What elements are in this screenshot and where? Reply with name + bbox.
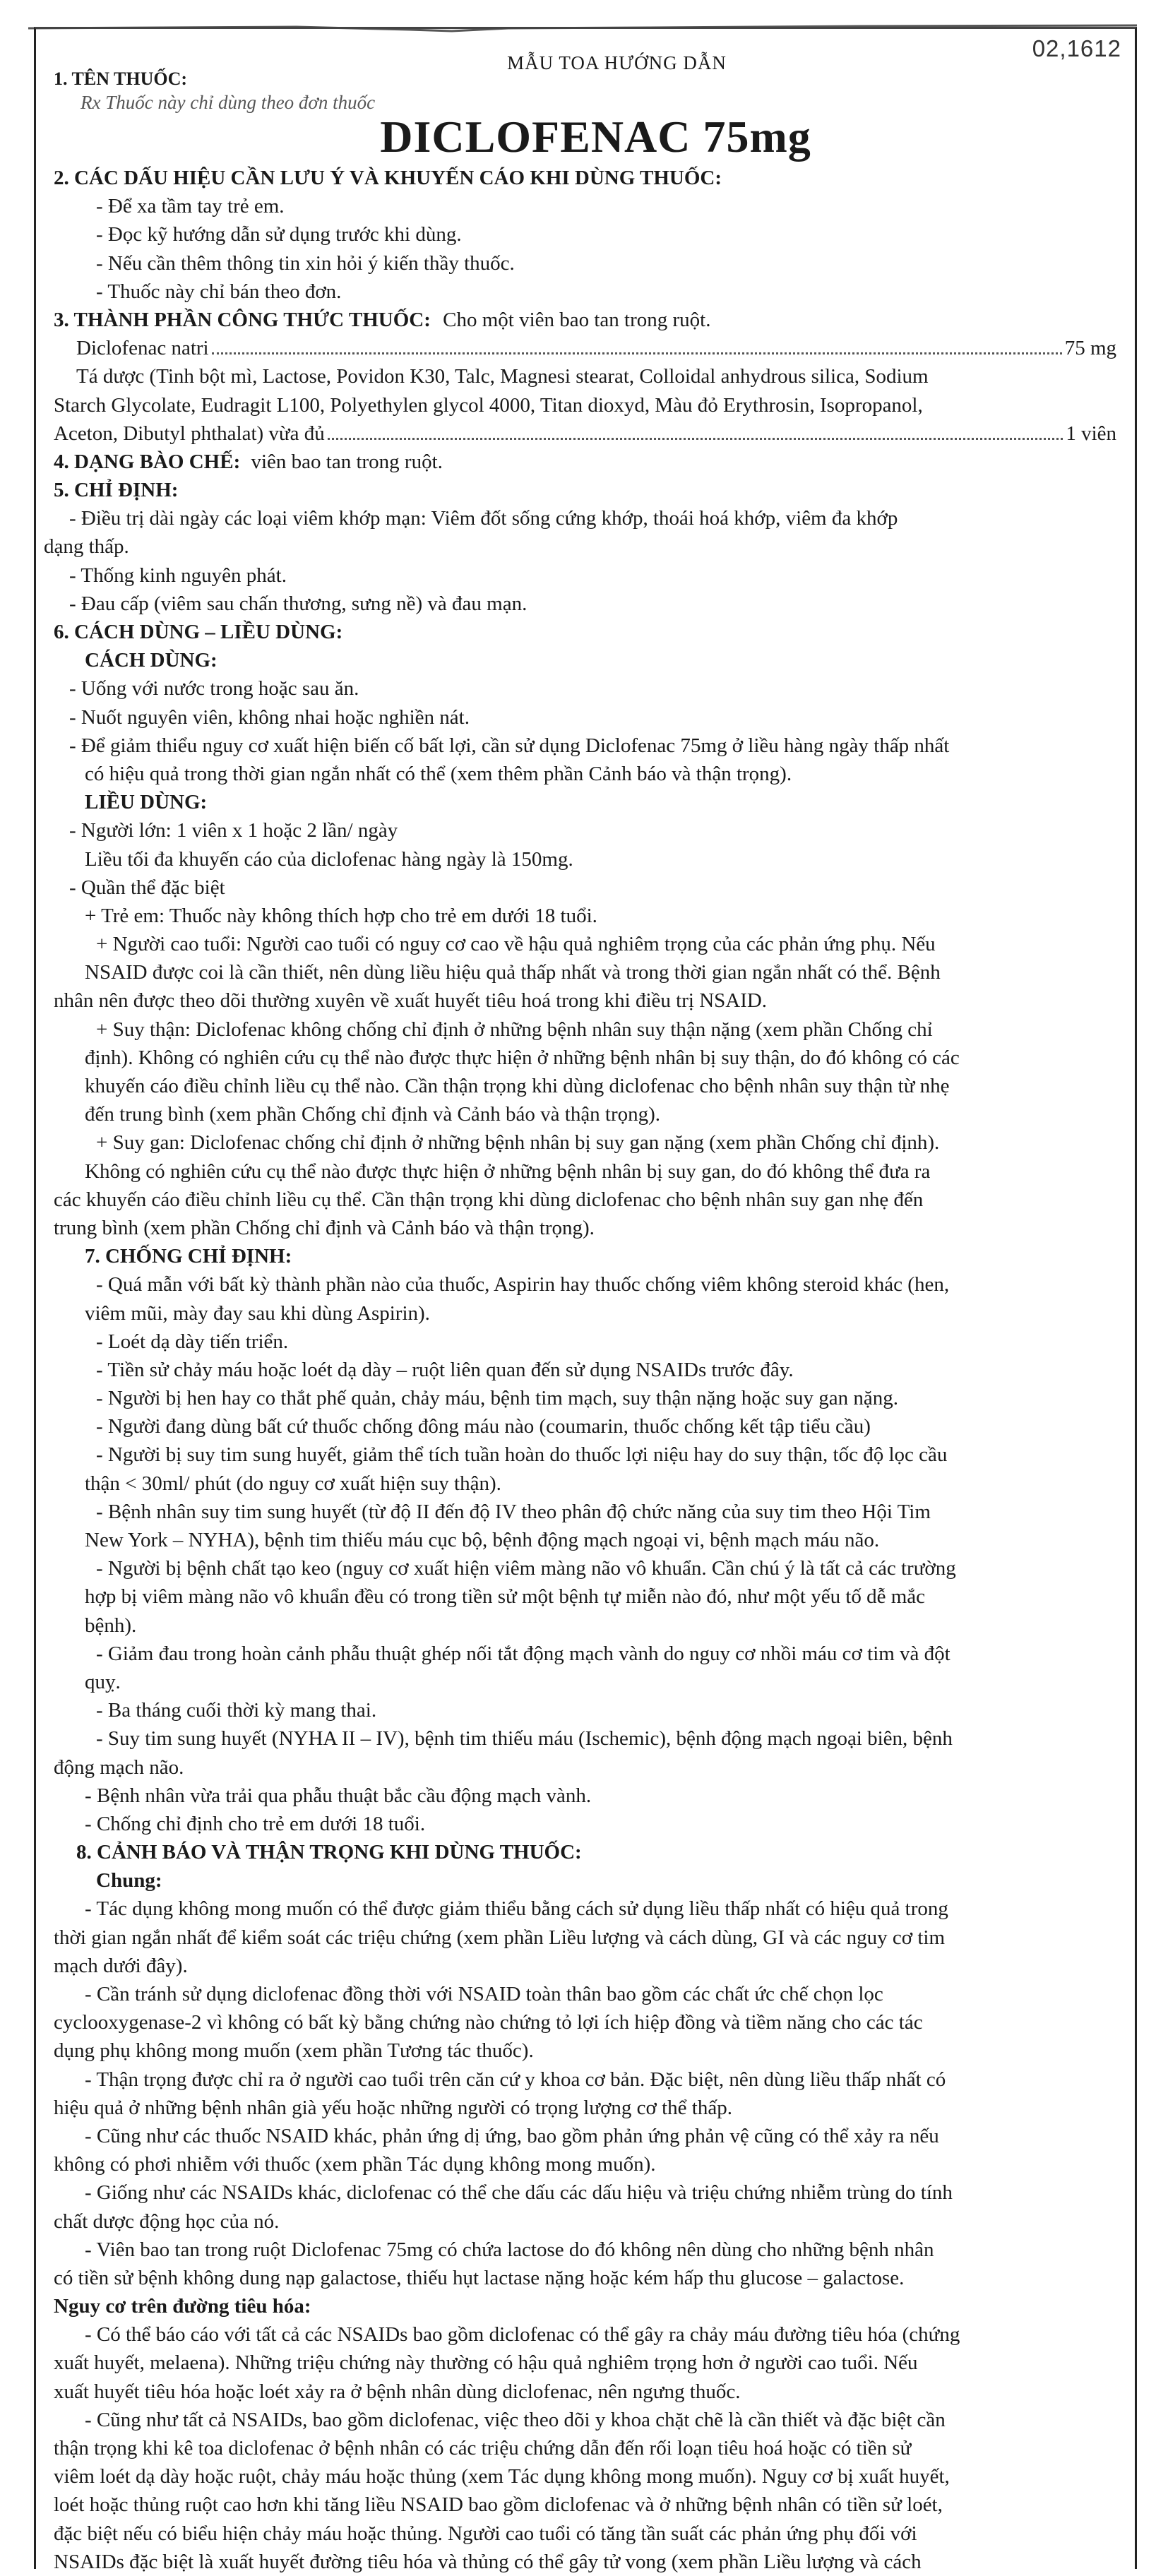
warning-item: - Nếu cần thêm thông tin xin hỏi ý kiến thầy thuốc. bbox=[96, 251, 515, 275]
section-4-row bbox=[54, 448, 1116, 476]
section-6-heading: 6. CÁCH DÙNG – LIỀU DÙNG: bbox=[54, 621, 343, 643]
excipients-amount: 1 viên bbox=[1066, 422, 1116, 445]
dose-line: + Suy gan: Diclofenac chống chỉ định ở những bệnh nhân bị suy gan nặng (xem phần Chống chỉ định). bbox=[96, 1131, 940, 1155]
general-warning-line: - Cũng như các thuốc NSAID khác, phản ứng dị ứng, bao gồm phản ứng phản vệ cũng có thể xảy ra nếu bbox=[85, 2124, 939, 2147]
dose-line: NSAID được coi là cần thiết, nên dùng liều hiệu quả thấp nhất và trong thời gian ngắn nhất có thể. Bệnh bbox=[85, 961, 941, 984]
section-3-heading: 3. THÀNH PHẦN CÔNG THỨC THUỐC: bbox=[54, 308, 431, 331]
usage-line: - Nuốt nguyên viên, không nhai hoặc nghiền nát. bbox=[69, 705, 470, 729]
general-warning-line: không có phơi nhiễm với thuốc (xem phần Tác dụng không mong muốn). bbox=[54, 2153, 656, 2176]
dose-line: + Suy thận: Diclofenac không chống chỉ định ở những bệnh nhân suy thận nặng (xem phần Chống chỉ bbox=[96, 1018, 933, 1041]
general-warning-line: chất dược động học của nó. bbox=[54, 2210, 280, 2233]
gi-risk-line: - Có thể báo cáo với tất cả các NSAIDs bao gồm diclofenac có thể gây ra chảy máu đường tiêu hóa (chứng bbox=[85, 2323, 960, 2347]
section-3-note: Cho một viên bao tan trong ruột. bbox=[443, 308, 711, 331]
contraindication-line: - Tiền sử chảy máu hoặc loét dạ dày – ruột liên quan đến sử dụng NSAIDs trước đây. bbox=[96, 1358, 794, 1381]
gi-risk-line: - Cũng như tất cả NSAIDs, bao gồm diclofenac, việc theo dõi y khoa chặt chẽ là cần thiết và đặc biệt cần bbox=[85, 2408, 946, 2431]
dose-line: nhân nên được theo dõi thường xuyên về xuất huyết tiêu hoá trong khi điều trị NSAID. bbox=[54, 989, 768, 1013]
contraindication-line: - Người bị suy tim sung huyết, giảm thể tích tuần hoàn do thuốc lợi niệu hay do suy thận, tốc độ lọc cầu bbox=[96, 1443, 948, 1467]
general-warning-line: mạch dưới đây). bbox=[54, 1954, 188, 1977]
rx-notice: Rx Thuốc này chỉ dùng theo đơn thuốc bbox=[81, 92, 376, 113]
contraindication-line: thận < 30ml/ phút (do nguy cơ xuất hiện suy thận). bbox=[85, 1472, 501, 1495]
gi-risk-line: NSAIDs đặc biệt là xuất huyết đường tiêu hóa và thủng có thể gây tử vong (xem phần Liều lượng và cách bbox=[54, 2550, 922, 2573]
contraindication-line: - Người bị hen hay co thắt phế quản, chảy máu, bệnh tim mạch, suy thận nặng hoặc suy gan nặng. bbox=[96, 1387, 898, 1410]
contraindication-line: - Người đang dùng bất cứ thuốc chống đông máu nào (coumarin, thuốc chống kết tập tiểu cầu) bbox=[96, 1415, 871, 1438]
section-8-heading: 8. CẢNH BÁO VÀ THẬN TRỌNG KHI DÙNG THUỐC: bbox=[76, 1841, 582, 1864]
general-warning-line: dụng phụ không mong muốn (xem phần Tương tác thuốc). bbox=[54, 2039, 534, 2063]
dose-line: khuyến cáo điều chỉnh liều cụ thể nào. Cần thận trọng khi dùng diclofenac cho bệnh nhân suy thận từ nhẹ bbox=[85, 1075, 950, 1097]
active-ingredient-name: Diclofenac natri bbox=[76, 337, 209, 360]
warning-item: - Đọc kỹ hướng dẫn sử dụng trước khi dùng. bbox=[96, 223, 462, 246]
section-7-heading: 7. CHỐNG CHỈ ĐỊNH: bbox=[85, 1245, 292, 1268]
dose-line: đến trung bình (xem phần Chống chỉ định và Cảnh báo và thận trọng). bbox=[85, 1103, 661, 1126]
dose-lines bbox=[54, 816, 1116, 1242]
form-title: MẪU TOA HƯỚNG DẪN bbox=[507, 52, 727, 73]
general-warning-line: thời gian ngắn nhất để kiểm soát các triệu chứng (xem phần Liều lượng và cách dùng, GI và các nguy cơ tim bbox=[54, 1926, 946, 1949]
active-ingredient-row bbox=[54, 334, 1116, 362]
gi-risk-line: thận trọng khi kê toa diclofenac ở bệnh nhân có các triệu chứng dẫn đến rối loạn tiêu hoá hoặc có tiền sử bbox=[54, 2437, 912, 2459]
dose-line: trung bình (xem phần Chống chỉ định và Cảnh báo và thận trọng). bbox=[54, 1216, 595, 1239]
contraindication-line: viêm mũi, mày đay sau khi dùng Aspirin). bbox=[85, 1301, 430, 1325]
excipients-line: Aceton, Dibutyl phthalat) vừa đủ bbox=[54, 422, 325, 445]
usage-line: có hiệu quả trong thời gian ngắn nhất có thể (xem thêm phần Cảnh báo và thận trọng). bbox=[85, 762, 792, 785]
contraindication-line: hợp bị viêm màng não vô khuẩn đều có trong tiền sử một bệnh tự miễn nào đó, như một yếu tố dễ mắc bbox=[85, 1585, 926, 1609]
dose-line: Liều tối đa khuyến cáo của diclofenac hàng ngày là 150mg. bbox=[85, 847, 573, 871]
indication-line: - Điều trị dài ngày các loại viêm khớp mạn: Viêm đốt sống cứng khớp, thoái hoá khớp, viêm đa khớp bbox=[69, 507, 898, 530]
dose-line: Không có nghiên cứu cụ thể nào được thực hiện ở những bệnh nhân bị suy gan, do đó không thể đưa ra bbox=[85, 1159, 931, 1183]
general-warning-line: - Viên bao tan trong ruột Diclofenac 75mg có chứa lactose do đó không nên dùng cho những bệnh nhân bbox=[85, 2238, 934, 2261]
usage-line: - Để giảm thiểu nguy cơ xuất hiện biến cố bất lợi, cần sử dụng Diclofenac 75mg ở liều hàng ngày thấp nhất bbox=[69, 734, 950, 757]
warning-item: - Thuốc này chỉ bán theo đơn. bbox=[96, 280, 342, 303]
section-1-heading: 1. TÊN THUỐC: bbox=[54, 68, 188, 89]
contraindication-lines bbox=[54, 1270, 1116, 1838]
dose-line: định). Không có nghiên cứu cụ thể nào được thực hiện ở những bệnh nhân bị suy thận, do đó không có các bbox=[85, 1046, 960, 1069]
general-warning-line: hiệu quả ở những bệnh nhân già yếu hoặc những người có trọng lượng cơ thể thấp. bbox=[54, 2096, 732, 2119]
indication-line: dạng thấp. bbox=[44, 535, 129, 559]
excipients-line: Starch Glycolate, Eudragit L100, Polyethylen glycol 4000, Titan dioxyd, Màu đỏ Erythrosin, Isopropanol, bbox=[54, 393, 923, 417]
active-ingredient-amount: 75 mg bbox=[1064, 337, 1116, 360]
usage-heading: CÁCH DÙNG: bbox=[85, 649, 217, 672]
dose-line: - Quần thể đặc biệt bbox=[69, 876, 225, 899]
usage-lines bbox=[54, 674, 1116, 788]
gi-risk-line: loét hoặc thủng ruột cao hơn khi tăng liều NSAID bao gồm diclofenac và ở những bệnh nhân có tiền sử loét, bbox=[54, 2493, 943, 2517]
indication-line: - Đau cấp (viêm sau chấn thương, sưng nề) và đau mạn. bbox=[69, 592, 528, 615]
section-4-heading: 4. DẠNG BÀO CHẾ: bbox=[54, 450, 241, 473]
general-warning-line: - Tác dụng không mong muốn có thể được giảm thiểu bằng cách sử dụng liều thấp nhất có hiệu quả trong bbox=[85, 1897, 948, 1921]
indication-line: - Thống kinh nguyên phát. bbox=[69, 564, 287, 587]
section-3-heading-row bbox=[54, 306, 1116, 334]
general-warning-line: - Thận trọng được chỉ ra ở người cao tuổi trên căn cứ y khoa cơ bản. Đặc biệt, nên dùng liều thấp nhất có bbox=[85, 2068, 946, 2091]
contraindication-line: New York – NYHA), bệnh tim thiếu máu cục bộ, bệnh động mạch ngoại vi, bệnh mạch máu não. bbox=[85, 1529, 880, 1551]
contraindication-line: - Ba tháng cuối thời kỳ mang thai. bbox=[96, 1699, 377, 1722]
gi-risk-line: xuất huyết tiêu hóa hoặc loét xảy ra ở bệnh nhân dùng diclofenac, nên ngưng thuốc. bbox=[54, 2380, 741, 2403]
dose-heading: LIỀU DÙNG: bbox=[85, 791, 208, 814]
excipients-line: Tá dược (Tinh bột mì, Lactose, Povidon K30, Talc, Magnesi stearat, Colloidal anhydrous silica, Sodium bbox=[76, 365, 929, 388]
contraindication-line: - Suy tim sung huyết (NYHA II – IV), bệnh tim thiếu máu (Ischemic), bệnh động mạch ngoại biên, bệnh bbox=[96, 1727, 953, 1751]
general-warning-line: - Cần tránh sử dụng diclofenac đồng thời với NSAID toàn thân bao gồm các chất ức chế chọn lọc bbox=[85, 1983, 883, 2005]
contraindication-line: - Giảm đau trong hoàn cảnh phẫu thuật ghép nối tắt động mạch vành do nguy cơ nhồi máu cơ tim và đột bbox=[96, 1642, 951, 1665]
dotted-leader bbox=[212, 352, 1062, 354]
dose-line: các khuyến cáo điều chỉnh liều cụ thể. Cần thận trọng khi dùng diclofenac cho bệnh nhân suy gan nhẹ đến bbox=[54, 1188, 924, 1211]
general-warning-lines bbox=[54, 1895, 1116, 2292]
dose-line: + Trẻ em: Thuốc này không thích hợp cho trẻ em dưới 18 tuổi. bbox=[85, 904, 597, 927]
contraindication-line: - Người bị bệnh chất tạo keo (nguy cơ xuất hiện viêm màng não vô khuẩn. Cần chú ý là tất cả các trường bbox=[96, 1557, 956, 1580]
section-5-heading: 5. CHỈ ĐỊNH: bbox=[54, 479, 179, 502]
section-2-heading: 2. CÁC DẤU HIỆU CẦN LƯU Ý VÀ KHUYẾN CÁO KHI DÙNG THUỐC: bbox=[54, 167, 722, 189]
general-warning-line: - Giống như các NSAIDs khác, diclofenac có thể che dấu các dấu hiệu và triệu chứng nhiễm trùng do tính bbox=[85, 2181, 953, 2205]
gi-risk-lines bbox=[54, 2320, 1116, 2576]
document-code: 02,1612 bbox=[1032, 35, 1121, 61]
section-2-items bbox=[54, 192, 1116, 306]
contraindication-line: - Chống chỉ định cho trẻ em dưới 18 tuổi. bbox=[85, 1812, 426, 1835]
dose-line: + Người cao tuổi: Người cao tuổi có nguy cơ cao về hậu quả nghiêm trọng của các phản ứng phụ. Nếu bbox=[96, 933, 936, 956]
dose-line: - Người lớn: 1 viên x 1 hoặc 2 lần/ ngày bbox=[69, 819, 398, 842]
gi-risk-line: viêm loét dạ dày hoặc ruột, chảy máu hoặc thủng (xem Tác dụng không mong muốn). Nguy cơ bị xuất huyết, bbox=[54, 2465, 950, 2488]
contraindication-line: động mạch não. bbox=[54, 1755, 184, 1779]
contraindication-line: quỵ. bbox=[85, 1670, 121, 1693]
excipients-row bbox=[54, 419, 1116, 448]
dotted-leader bbox=[328, 438, 1063, 440]
gi-risk-heading: Nguy cơ trên đường tiêu hóa: bbox=[54, 2295, 311, 2318]
general-heading: Chung: bbox=[96, 1869, 162, 1892]
gi-risk-line: xuất huyết, melaena). Những triệu chứng này thường có hậu quả nghiêm trọng hơn ở người cao tuổi. Nếu bbox=[54, 2351, 918, 2375]
general-warning-line: có tiền sử bệnh không dung nạp galactose, thiếu hụt lactase nặng hoặc kém hấp thu glucose – galactose. bbox=[54, 2266, 905, 2289]
drug-name: DICLOFENAC 75mg bbox=[380, 112, 811, 162]
dosage-form: viên bao tan trong ruột. bbox=[251, 450, 443, 473]
contraindication-line: - Loét dạ dày tiến triển. bbox=[96, 1330, 289, 1353]
general-warning-line: cyclooxygenase-2 vì không có bất kỳ bằng chứng nào chứng tỏ lợi ích hiệp đồng và tiềm năng cho các tác bbox=[54, 2011, 923, 2034]
contraindication-line: bệnh). bbox=[85, 1614, 137, 1637]
contraindication-line: - Quá mẫn với bất kỳ thành phần nào của thuốc, Aspirin hay thuốc chống viêm không steroid khác (hen, bbox=[96, 1273, 950, 1296]
contraindication-line: - Bệnh nhân vừa trải qua phẫu thuật bắc cầu động mạch vành. bbox=[85, 1784, 592, 1807]
contraindication-line: - Bệnh nhân suy tim sung huyết (từ độ II đến độ IV theo phân độ chức năng của suy tim theo Hội Tim bbox=[96, 1500, 931, 1523]
leaflet-content bbox=[44, 47, 1116, 2576]
warning-item: - Để xa tầm tay trẻ em. bbox=[96, 195, 285, 218]
usage-line: - Uống với nước trong hoặc sau ăn. bbox=[69, 677, 359, 700]
gi-risk-line: đặc biệt nếu có biểu hiện chảy máu hoặc thủng. Người cao tuổi có tăng tần suất các phản ứng phụ đối với bbox=[54, 2522, 917, 2545]
